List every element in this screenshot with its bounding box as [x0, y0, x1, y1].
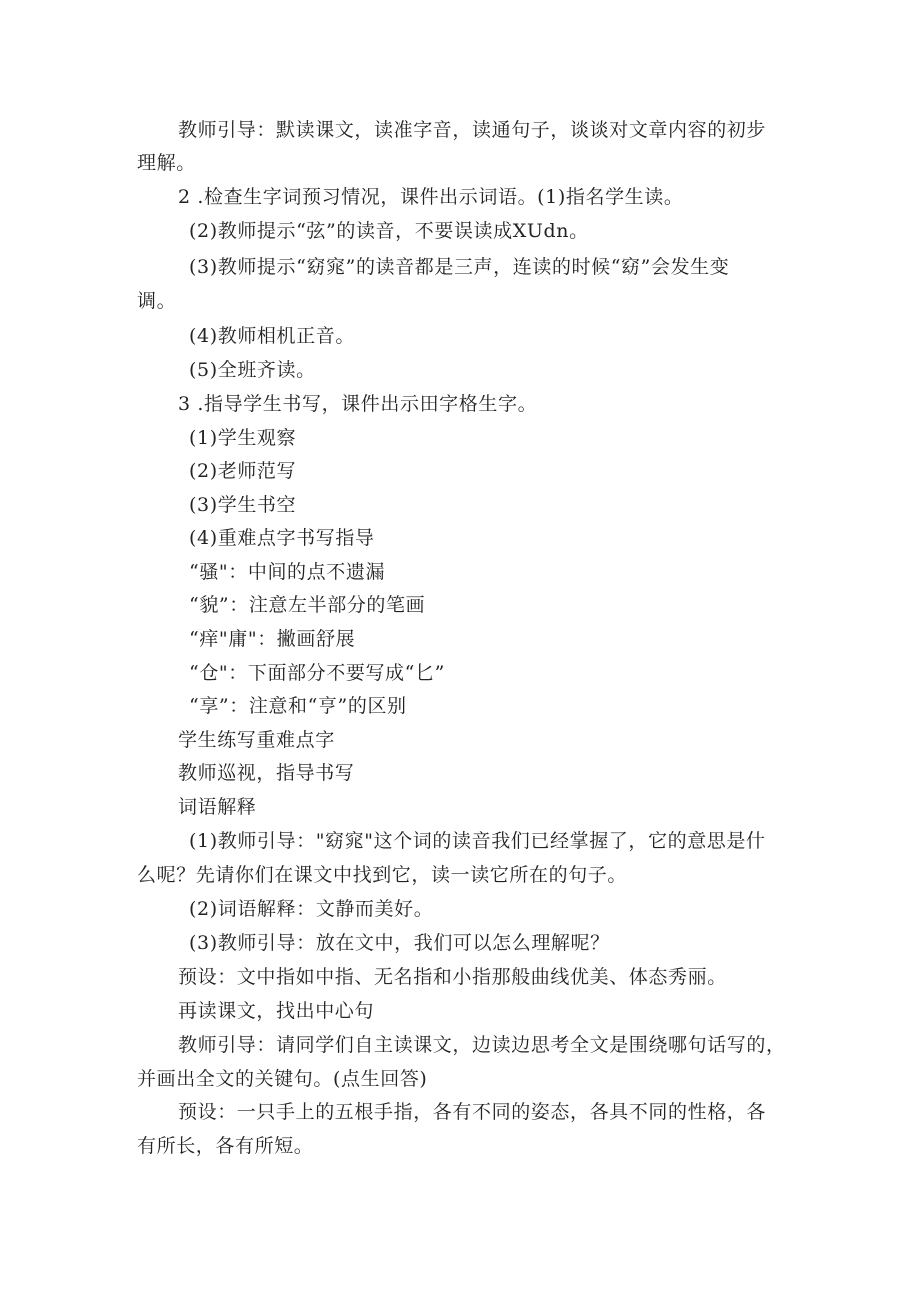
- text-line: 学生练写重难点字: [178, 729, 335, 751]
- text-line: 3 .指导学生书写，课件出示田字格生字。: [178, 393, 538, 415]
- text-line: (3)教师提示“窈窕”的读音都是三声，连读的时候“窈”会发生变: [189, 256, 730, 278]
- text-line: 并画出全文的关键句。(点生回答): [137, 1068, 428, 1090]
- text-line: 预设：一只手上的五根手指，各有不同的姿态，各具不同的性格，各: [178, 1101, 767, 1123]
- text-line: (2)教师提示“弦”的读音，不要误读成XUdn。: [189, 220, 589, 242]
- text-line: 教师引导：请同学们自主读课文，边读边思考全文是围绕哪句话写的，: [178, 1034, 786, 1056]
- text-line: (5)全班齐读。: [189, 359, 316, 381]
- text-line: (2)词语解释：文静而美好。: [189, 898, 434, 920]
- text-line: 理解。: [137, 152, 196, 174]
- text-line: (1)教师引导："窈窕"这个词的读音我们已经掌握了，它的意思是什: [189, 830, 766, 852]
- text-line: “享”：注意和“亨”的区别: [189, 695, 407, 717]
- text-line: 再读课文，找出中心句: [178, 1000, 375, 1022]
- text-line: (3)学生书空: [189, 494, 297, 516]
- text-line: (1)学生观察: [189, 427, 297, 449]
- text-line: (2)老师范写: [189, 460, 297, 482]
- text-line: 预设：文中指如中指、无名指和小指那般曲线优美、体态秀丽。: [178, 966, 727, 988]
- text-line: 2 .检查生字词预习情况，课件出示词语。(1)指名学生读。: [178, 186, 684, 208]
- text-line: “仓"：下面部分不要写成“匕”: [189, 662, 445, 684]
- text-line: (4)教师相机正音。: [189, 325, 355, 347]
- text-line: (4)重难点字书写指导: [189, 527, 375, 549]
- text-line: 么呢？先请你们在课文中找到它，读一读它所在的句子。: [137, 864, 628, 886]
- text-line: “貌”：注意左半部分的笔画: [189, 594, 426, 616]
- text-line: (3)教师引导：放在文中，我们可以怎么理解呢？: [189, 932, 610, 954]
- text-line: “痒"庸"：撇画舒展: [189, 628, 356, 650]
- text-line: “骚"：中间的点不遗漏: [189, 561, 386, 583]
- text-line: 调。: [137, 290, 177, 312]
- text-line: 教师引导：默读课文，读准字音，读通句子，谈谈对文章内容的初步: [178, 119, 767, 141]
- text-line: 词语解释: [178, 796, 257, 818]
- text-line: 有所长，各有所短。: [137, 1135, 314, 1157]
- text-line: 教师巡视，指导书写: [178, 762, 355, 784]
